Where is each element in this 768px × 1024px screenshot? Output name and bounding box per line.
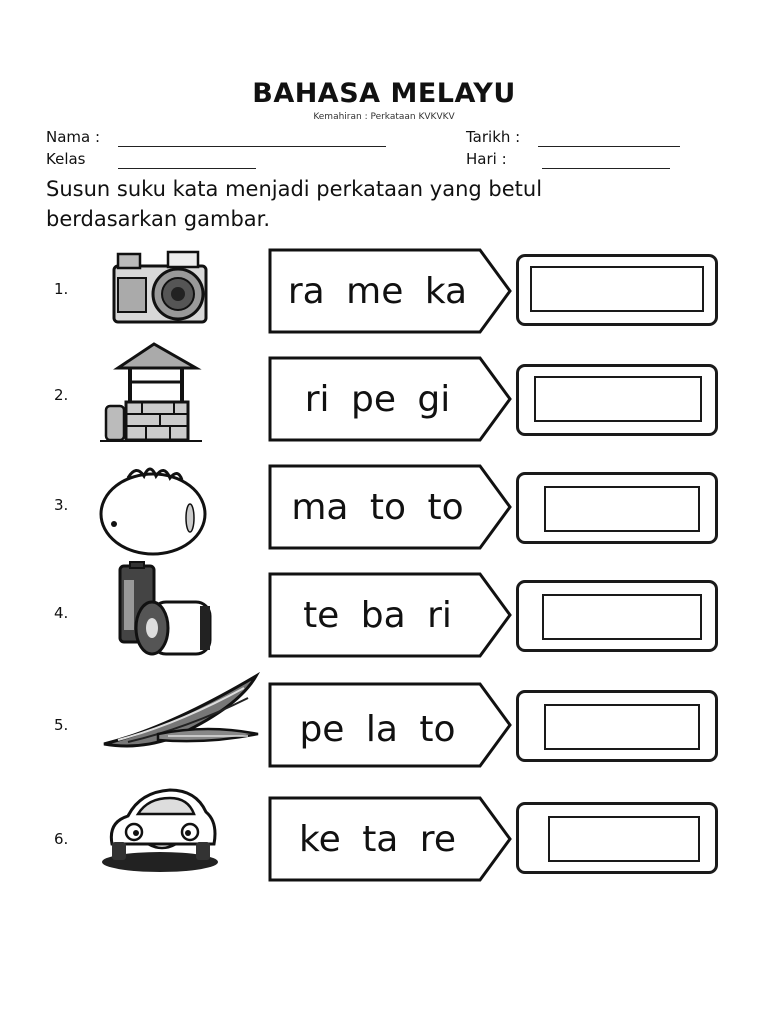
item-number: 4.: [54, 604, 69, 622]
answer-input[interactable]: [534, 376, 702, 422]
syllables-text: ma to to: [291, 486, 464, 528]
answer-input[interactable]: [544, 704, 700, 750]
syllables-text: ri pe gi: [304, 378, 451, 420]
syllables-text: te ba ri: [303, 594, 452, 636]
tarikh-line[interactable]: [538, 146, 680, 147]
nama-line[interactable]: [118, 146, 386, 147]
nama-label: Nama :: [46, 128, 101, 146]
instruction-text: Susun suku kata menjadi perkataan yang betul berdasarkan gambar.: [46, 177, 543, 231]
item-number: 5.: [54, 716, 69, 734]
car-icon: [98, 782, 222, 874]
syllables-text: pe la to: [299, 708, 456, 750]
item-number: 3.: [54, 496, 69, 514]
answer-input[interactable]: [544, 486, 700, 532]
hari-label: Hari :: [466, 150, 507, 168]
item-number: 2.: [54, 386, 69, 404]
camera-icon: [108, 244, 212, 326]
tarikh-label: Tarikh :: [466, 128, 521, 146]
kelas-label: Kelas: [46, 150, 86, 168]
kelas-line[interactable]: [118, 168, 256, 169]
gourd-icon: [98, 668, 264, 752]
well-icon: [98, 340, 206, 444]
battery-icon: [114, 560, 220, 660]
tomato-icon: [98, 458, 208, 556]
item-number: 6.: [54, 830, 69, 848]
answer-input[interactable]: [530, 266, 704, 312]
hari-line[interactable]: [542, 168, 670, 169]
syllables-text: ra me ka: [287, 270, 468, 312]
syllables-text: ke ta re: [299, 818, 456, 860]
answer-input[interactable]: [542, 594, 702, 640]
worksheet-subtitle: Kemahiran : Perkataan KVKVKV: [313, 112, 455, 122]
answer-input[interactable]: [548, 816, 700, 862]
worksheet-title: BAHASA MELAYU: [252, 78, 516, 109]
item-number: 1.: [54, 280, 69, 298]
